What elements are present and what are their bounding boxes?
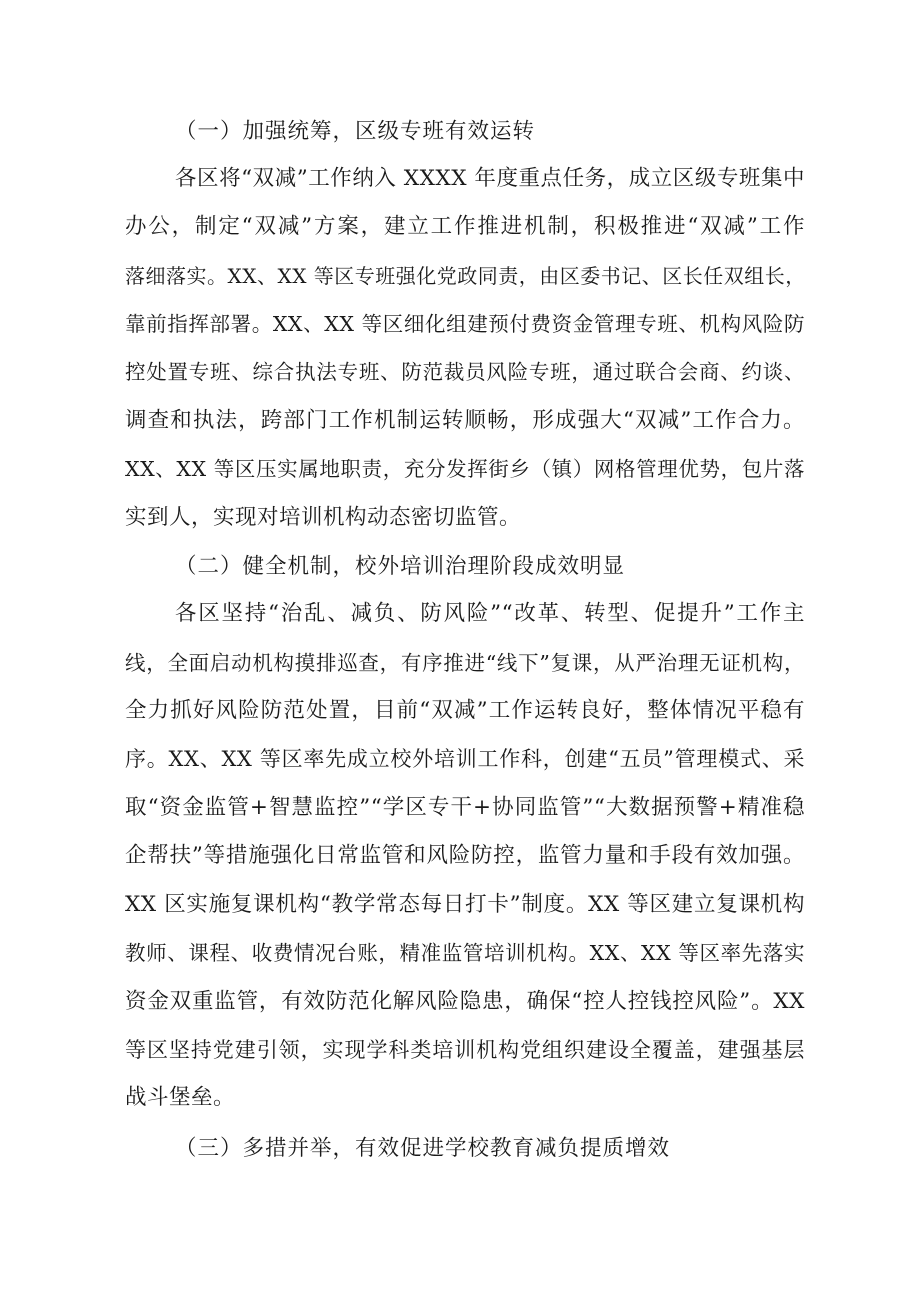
paragraph-line: XX 区实施复课机构“教学常态每日打卡”制度。XX 等区建立复课机构: [125, 892, 805, 917]
paragraph-line: 取“资金监管+智慧监控”“学区专干+协同监管”“大数据预警+精准稳: [125, 795, 805, 820]
paragraph-line: 全力抓好风险防范处置，目前“双减”工作运转良好，整体情况平稳有: [125, 698, 805, 723]
paragraph-line: 落细落实。XX、XX 等区专班强化党政同责，由区委书记、区长任双组长，: [125, 264, 806, 288]
paragraph-line: 等区坚持党建引领，实现学科类培训机构党组织建设全覆盖，建强基层: [125, 1038, 805, 1062]
paragraph-line: 资金双重监管，有效防范化解风险隐患，确保“控人控钱控风险”。XX: [125, 989, 805, 1014]
paragraph-line: XX、XX 等区压实属地职责，充分发挥街乡（镇）网格管理优势，包片落: [125, 457, 805, 481]
section-heading-1: （一）加强统筹，区级专班有效运转: [175, 119, 536, 144]
paragraph-line: 企帮扶”等措施强化日常监管和风险防控，监管力量和手段有效加强。: [125, 843, 805, 868]
paragraph-line: 教师、课程、收费情况台账，精准监管培训机构。XX、XX 等区率先落实: [125, 941, 805, 965]
paragraph-line: 各区将“双减”工作纳入 XXXX 年度重点任务，成立区级专班集中: [175, 166, 805, 191]
section-heading-2: （二）健全机制，校外培训治理阶段成效明显: [175, 554, 626, 579]
paragraph-line: 实到人，实现对培训机构动态密切监管。: [125, 505, 522, 530]
paragraph-line: 序。XX、XX 等区率先成立校外培训工作科，创建“五员”管理模式、采: [125, 747, 805, 771]
section-heading-3: （三）多措并举，有效促进学校教育减负提质增效: [175, 1136, 671, 1161]
paragraph-line: 办公，制定“双减”方案，建立工作推进机制，积极推进“双减”工作: [125, 214, 805, 239]
paragraph-line: 靠前指挥部署。XX、XX 等区细化组建预付费资金管理专班、机构风险防: [125, 312, 805, 336]
paragraph-line: 战斗堡垒。: [125, 1085, 236, 1110]
paragraph-line: 线，全面启动机构摸排巡查，有序推进“线下”复课，从严治理无证机构，: [125, 651, 805, 675]
paragraph-line: 各区坚持“治乱、减负、防风险”“改革、转型、促提升”工作主: [175, 601, 805, 626]
paragraph-line: 控处置专班、综合执法专班、防范裁员风险专班，通过联合会商、约谈、: [125, 360, 805, 384]
paragraph-line: 调查和执法，跨部门工作机制运转顺畅，形成强大“双减”工作合力。: [125, 408, 805, 433]
